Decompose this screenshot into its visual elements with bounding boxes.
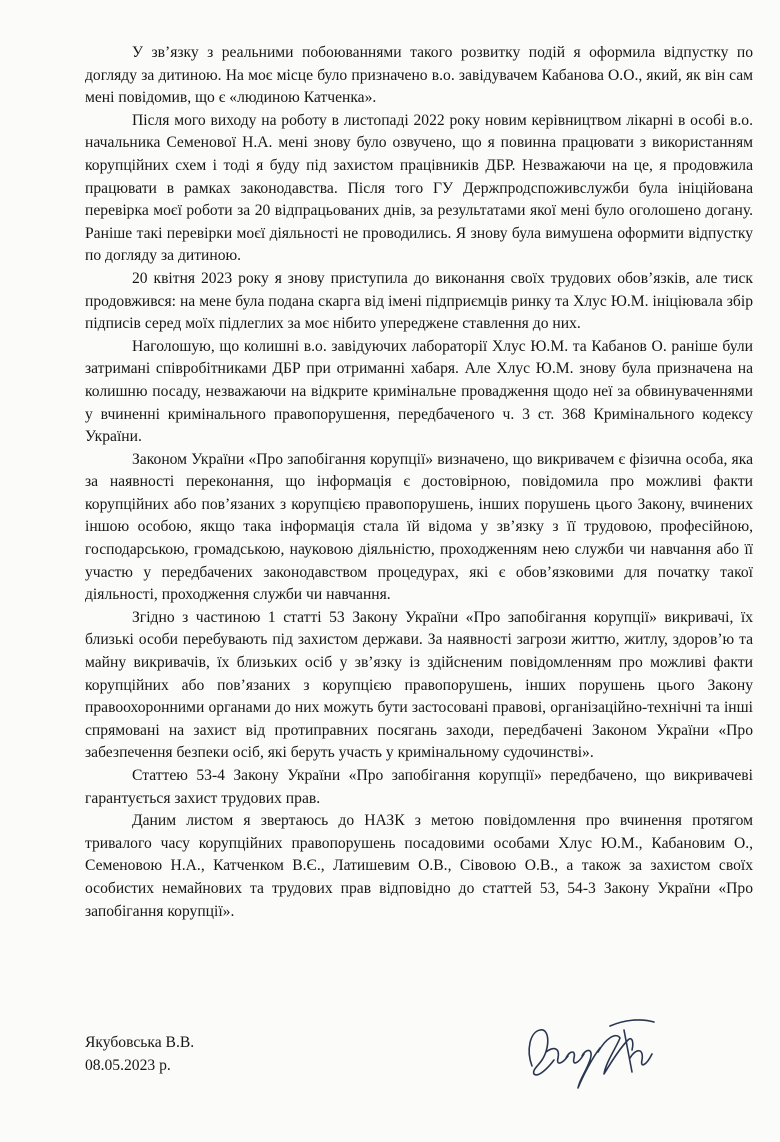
paragraph-8: Даним листом я звертаюсь до НАЗК з метою повідомлення про вчинення протягом тривалого часу корупційних правопорушень посадовими особами Хлус Ю.М., Кабановим О., Семеновою Н.А., Катченком В.Є., Латишевим О.В., Сівовою О.В., а також за захистом своїх особистих немайнових та трудових прав відповідно до статтей 53, 54-3 Закону України «Про запобігання корупції». <box>85 812 753 920</box>
paragraph-4: Наголошую, що колишні в.о. завідуючих лабораторії Хлус Ю.М. та Кабанов О. раніше були затримані співробітниками ДБР при отриманні хабаря. Але Хлус Ю.М. знову була призначена на колишню посаду, незважаючи на відкрите кримінальне провадження щодо неї за обвинуваченнями у вчиненні кримінального правопорушення, передбаченого ч. 3 ст. 368 Кримінального кодексу України. <box>85 337 753 446</box>
paragraph-7: Статтею 53-4 Закону України «Про запобігання корупції» передбачено, що викривачеві гарантується захист трудових прав. <box>85 767 753 807</box>
signature-block <box>85 1032 194 1077</box>
letter-body <box>85 42 753 923</box>
handwritten-signature <box>520 1008 670 1098</box>
paragraph-5: Законом України «Про запобігання корупції» визначено, що викривачем є фізична особа, яка за наявності переконання, що інформація є достовірною, повідомила про можливі факти корупційних або пов’язаних з корупцією правопорушень, інших порушень цього Закону, вчинених іншою особою, якщо така інформація стала їй відома у зв’язку з її трудовою, професійною, господарською, громадською, науковою діяльністю, проходженням нею служби чи навчання або її участю у передбачених законодавством процедурах, які є обов’язковими для початку такої діяльності, проходження служби чи навчання. <box>85 450 753 604</box>
paragraph-1: У зв’язку з реальними побоюваннями такого розвитку подій я оформила відпустку по догляду за дитиною. На моє місце було призначено в.о. завідувачем Кабанова О.О., який, як він сам мені повідомив, що є «людиною Катченка». <box>85 44 753 107</box>
paragraph-6: Згідно з частиною 1 статті 53 Закону України «Про запобігання корупції» викривачі, їх близькі особи перебувають під захистом держави. За наявності загрози життю, житлу, здоров’ю та майну викривачів, їх близьких осіб у зв’язку із здійсненим повідомленням про можливі факти корупційних або пов’язаних з корупцією правопорушень, інших порушень цього Закону правоохоронними органами до них можуть бути застосовані правові, організаційно-технічні та інші спрямовані на захист від протиправних посягань заходи, передбачені Законом України «Про забезпечення безпеки осіб, які беруть участь у кримінальному судочинстві». <box>85 608 753 762</box>
paragraph-3: 20 квітня 2023 року я знову приступила до виконання своїх трудових обов’язків, але тиск продовжився: на мене була подана скарга від імені підприємців ринку та Хлус Ю.М. ініціювала збір підписів серед моїх підлеглих за моє нібито упереджене ставлення до них. <box>85 269 753 333</box>
letter-date: 08.05.2023 р. <box>85 1056 171 1074</box>
paragraph-2: Після мого виходу на роботу в листопаді 2022 року новим керівництвом лікарні в особі в.о. начальника Семенової Н.А. мені знову було озвучено, що я повинна працювати з використанням корупційних схем і тоді я буду під захистом працівників ДБР. Незважаючи на це, я продовжила працювати в рамках законодавства. Після того ГУ Держпродспоживслужби була ініційована перевірка моєї роботи за 20 відпрацьованих днів, за результатами якої мені було оголошено догану. Раніше такі перевірки моєї діяльності не проводились. Я знову була вимушена оформити відпустку по догляду за дитиною. <box>85 111 753 265</box>
author-name: Якубовська В.В. <box>85 1034 195 1051</box>
